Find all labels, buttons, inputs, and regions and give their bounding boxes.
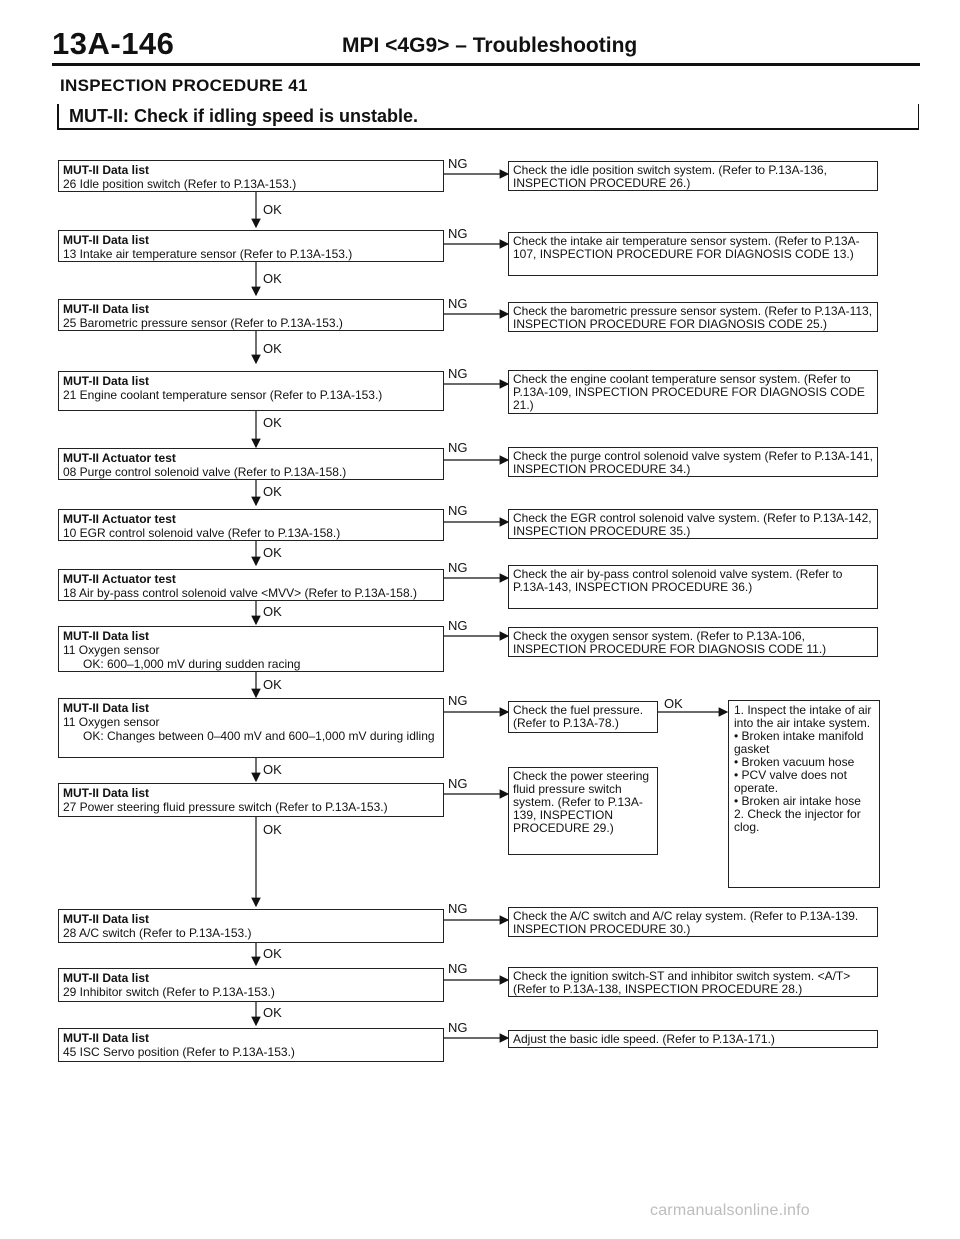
- step-title: MUT-II Data list: [63, 971, 150, 985]
- ok-label: OK: [263, 271, 282, 286]
- page-title: MPI <4G9> – Troubleshooting: [342, 34, 638, 57]
- ng-label: NG: [448, 1020, 468, 1035]
- result-box: Check the engine coolant temperature sensor system. (Refer to P.13A-109, INSPECTION PROCEDURE FOR DIAGNOSIS CODE 21.): [508, 370, 878, 414]
- step-box: [58, 299, 444, 331]
- inspect-item-1: 1. Inspect the intake of air into the air intake system.: [734, 703, 872, 730]
- step-title: MUT-II Data list: [63, 163, 150, 177]
- ok-label: OK: [263, 946, 282, 961]
- ok-label: OK: [263, 677, 282, 692]
- ok-label: OK: [263, 202, 282, 217]
- step-text: 10 EGR control solenoid valve (Refer to P.13A-158.): [63, 526, 341, 540]
- step-text: 26 Idle position switch (Refer to P.13A-153.): [63, 177, 297, 191]
- step-box: [58, 626, 444, 672]
- result-box: Check the barometric pressure sensor system. (Refer to P.13A-113, INSPECTION PROCEDURE FOR DIAGNOSIS CODE 25.): [508, 302, 878, 332]
- step-text: 11 Oxygen sensor: [63, 643, 160, 657]
- step-text: 08 Purge control solenoid valve (Refer to P.13A-158.): [63, 465, 347, 479]
- step-text: 11 Oxygen sensor: [63, 715, 160, 729]
- ng-label: NG: [448, 560, 468, 575]
- step-text: 21 Engine coolant temperature sensor (Refer to P.13A-153.): [63, 388, 383, 402]
- step-title: MUT-II Data list: [63, 629, 150, 643]
- result-box: Check the fuel pressure. (Refer to P.13A-78.): [508, 701, 658, 733]
- step-box: [58, 371, 444, 411]
- step-text: 45 ISC Servo position (Refer to P.13A-153.): [63, 1045, 295, 1059]
- watermark: carmanualsonline.info: [650, 1202, 810, 1219]
- page-number: 13A-146: [52, 26, 175, 61]
- inspect-item-2: 2. Check the injector for clog.: [734, 807, 861, 834]
- check-title: MUT-II: Check if idling speed is unstable.: [57, 104, 919, 130]
- inspect-bullet: • PCV valve does not operate.: [734, 768, 847, 795]
- result-box: Check the power steering fluid pressure switch system. (Refer to P.13A-139, INSPECTION PROCEDURE 29.): [508, 767, 658, 855]
- step-title: MUT-II Data list: [63, 374, 150, 388]
- step-text: 13 Intake air temperature sensor (Refer to P.13A-153.): [63, 247, 353, 261]
- step-box: [58, 509, 444, 541]
- ng-label: NG: [448, 296, 468, 311]
- ok-label: OK: [263, 545, 282, 560]
- step-box: [58, 160, 444, 192]
- ok-label: OK: [263, 1005, 282, 1020]
- ng-label: NG: [448, 366, 468, 381]
- ng-label: NG: [448, 901, 468, 916]
- ng-label: NG: [448, 776, 468, 791]
- step-title: MUT-II Data list: [63, 233, 150, 247]
- ng-label: NG: [448, 226, 468, 241]
- inspect-bullets: [734, 730, 874, 808]
- step-box: [58, 968, 444, 1002]
- ok-label: OK: [263, 341, 282, 356]
- result-box: Check the intake air temperature sensor system. (Refer to P.13A-107, INSPECTION PROCEDURE FOR DIAGNOSIS CODE 13.): [508, 232, 878, 276]
- inspect-bullet: • Broken intake manifold gasket: [734, 729, 864, 756]
- step-text: 29 Inhibitor switch (Refer to P.13A-153.): [63, 985, 275, 999]
- step-text: 27 Power steering fluid pressure switch (Refer to P.13A-153.): [63, 800, 388, 814]
- step-box: [58, 698, 444, 758]
- ok-condition: OK: Changes between 0–400 mV and 600–1,000 mV during idling: [83, 729, 435, 743]
- ng-label: NG: [448, 440, 468, 455]
- step-title: MUT-II Data list: [63, 1031, 150, 1045]
- result-box: Check the EGR control solenoid valve system. (Refer to P.13A-142, INSPECTION PROCEDURE 35.): [508, 509, 878, 539]
- ng-label: NG: [448, 961, 468, 976]
- step-title: MUT-II Data list: [63, 701, 150, 715]
- result-box: Check the oxygen sensor system. (Refer to P.13A-106, INSPECTION PROCEDURE FOR DIAGNOSIS CODE 11.): [508, 627, 878, 657]
- result-box: Check the A/C switch and A/C relay system. (Refer to P.13A-139. INSPECTION PROCEDURE 30.): [508, 907, 878, 937]
- result-box: Check the ignition switch-ST and inhibitor switch system. <A/T> (Refer to P.13A-138, INSPECTION PROCEDURE 28.): [508, 967, 878, 997]
- step-title: MUT-II Data list: [63, 302, 150, 316]
- step-title: MUT-II Data list: [63, 786, 150, 800]
- ng-label: NG: [448, 693, 468, 708]
- step-title: MUT-II Actuator test: [63, 572, 176, 586]
- step-text: 28 A/C switch (Refer to P.13A-153.): [63, 926, 252, 940]
- ok-label: OK: [263, 415, 282, 430]
- result-box: Check the idle position switch system. (Refer to P.13A-136, INSPECTION PROCEDURE 26.): [508, 161, 878, 191]
- step-text: 25 Barometric pressure sensor (Refer to P.13A-153.): [63, 316, 343, 330]
- step-title: MUT-II Data list: [63, 912, 150, 926]
- step-box: [58, 1028, 444, 1062]
- ok-label: OK: [263, 822, 282, 837]
- ng-label: NG: [448, 618, 468, 633]
- ok-label: OK: [664, 696, 683, 711]
- step-title: MUT-II Actuator test: [63, 512, 176, 526]
- inspect-bullet: • Broken air intake hose: [734, 794, 861, 808]
- inspect-box: [728, 700, 880, 888]
- step-box: [58, 230, 444, 262]
- inspect-bullet: • Broken vacuum hose: [734, 755, 855, 769]
- result-box: Check the air by-pass control solenoid valve system. (Refer to P.13A-143, INSPECTION PROCEDURE 36.): [508, 565, 878, 609]
- ng-label: NG: [448, 503, 468, 518]
- result-box: Check the purge control solenoid valve system (Refer to P.13A-141, INSPECTION PROCEDURE 34.): [508, 447, 878, 477]
- ok-label: OK: [263, 484, 282, 499]
- step-box: [58, 783, 444, 817]
- ok-label: OK: [263, 604, 282, 619]
- procedure-title: INSPECTION PROCEDURE 41: [60, 76, 308, 95]
- ok-label: OK: [263, 762, 282, 777]
- step-box: [58, 909, 444, 943]
- ng-label: NG: [448, 156, 468, 171]
- result-box: Adjust the basic idle speed. (Refer to P.13A-171.): [508, 1030, 878, 1048]
- ok-condition: OK: 600–1,000 mV during sudden racing: [83, 657, 301, 671]
- step-box: [58, 448, 444, 480]
- step-text: 18 Air by-pass control solenoid valve <MVV> (Refer to P.13A-158.): [63, 586, 417, 600]
- step-box: [58, 569, 444, 601]
- step-title: MUT-II Actuator test: [63, 451, 176, 465]
